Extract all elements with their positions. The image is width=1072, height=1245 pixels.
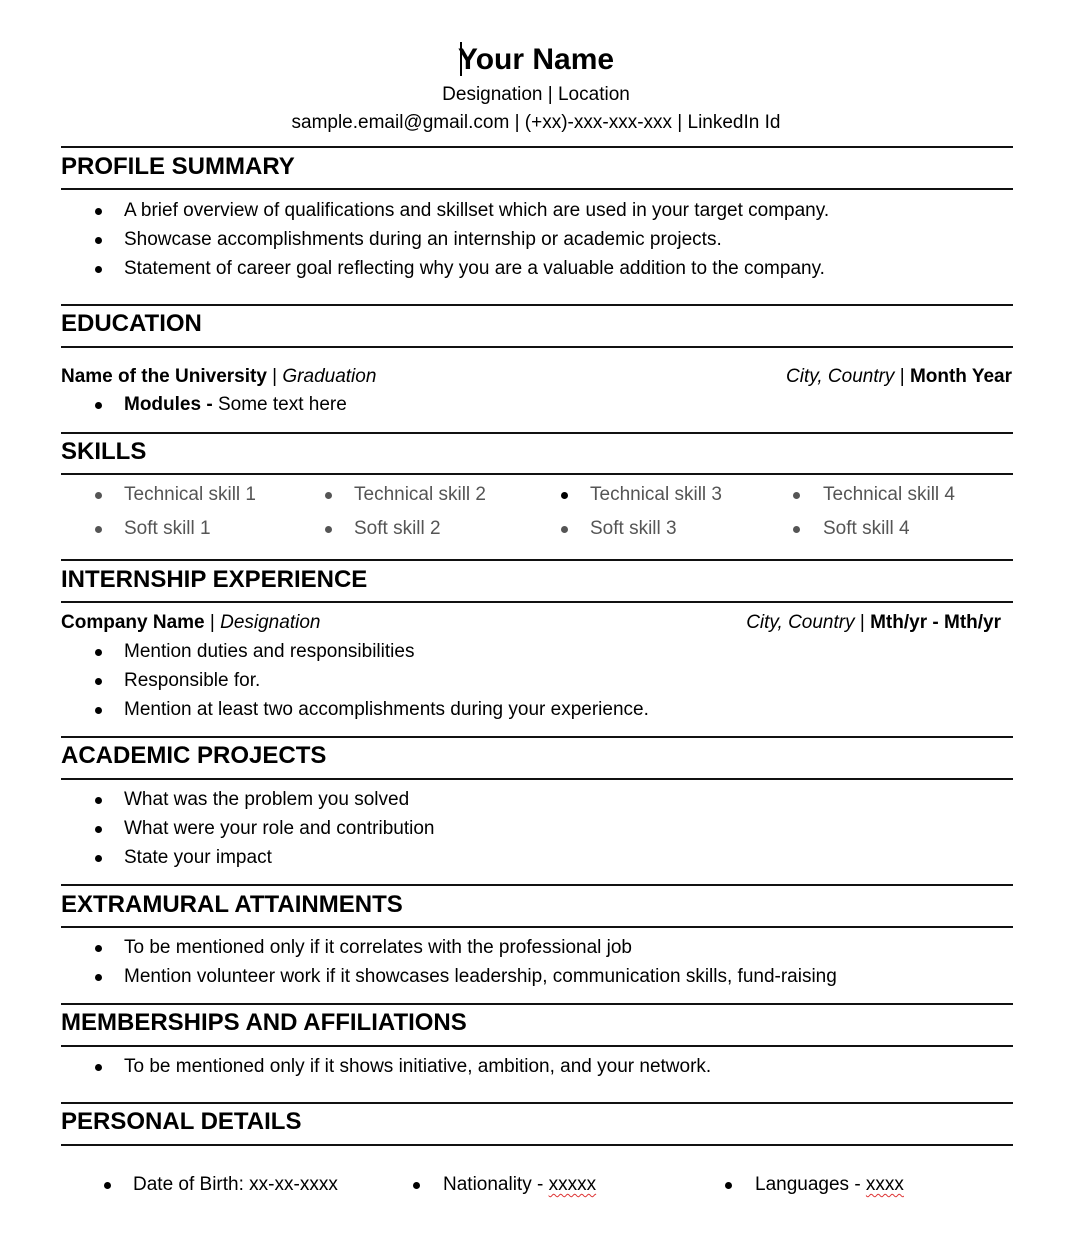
divider <box>61 601 1013 603</box>
skill-item: Technical skill 3 <box>590 484 722 505</box>
location: City, Country <box>746 612 855 633</box>
divider <box>61 432 1013 434</box>
institution: Name of the University <box>61 366 267 387</box>
nationality <box>443 1173 596 1197</box>
divider <box>61 146 1013 148</box>
bullet-icon <box>95 797 102 804</box>
bullet-icon <box>104 1182 111 1189</box>
location: City, Country <box>786 366 895 387</box>
designation-location: Designation | Location <box>442 84 630 105</box>
divider <box>61 346 1013 348</box>
list-item: What were your role and contribution <box>124 818 435 839</box>
skill-item: Soft skill 3 <box>590 518 677 539</box>
skill-item: Technical skill 2 <box>354 484 486 505</box>
separator: | <box>266 366 283 387</box>
section-heading-education: EDUCATION <box>61 310 202 337</box>
company: Company Name <box>61 612 205 633</box>
list-item: To be mentioned only if it shows initiative, ambition, and your network. <box>124 1056 712 1077</box>
bullet-icon <box>95 678 102 685</box>
skill-item: Technical skill 1 <box>124 484 256 505</box>
list-item: State your impact <box>124 847 272 868</box>
bullet-icon <box>725 1182 732 1189</box>
education-row <box>61 365 376 389</box>
separator: | <box>204 612 221 633</box>
list-item: Showcase accomplishments during an internship or academic projects. <box>124 229 722 250</box>
bullet-icon <box>95 945 102 952</box>
languages-label: Languages - <box>755 1174 866 1195</box>
list-item: What was the problem you solved <box>124 789 410 810</box>
internship-row <box>61 611 320 635</box>
bullet-icon <box>561 526 568 533</box>
date-of-birth: Date of Birth: xx-xx-xxxx <box>133 1174 338 1195</box>
list-item: Responsible for. <box>124 670 261 691</box>
languages-value: xxxx <box>865 1174 904 1195</box>
bullet-icon <box>95 266 102 273</box>
education-location-date <box>786 365 1012 389</box>
bullet-icon <box>95 492 102 499</box>
section-heading-profile: PROFILE SUMMARY <box>61 153 295 180</box>
skill-item: Soft skill 4 <box>823 518 910 539</box>
bullet-icon <box>95 826 102 833</box>
bullet-icon <box>95 1064 102 1071</box>
skill-item: Soft skill 2 <box>354 518 441 539</box>
list-item: Mention volunteer work if it showcases leadership, communication skills, fund-raising <box>124 966 837 987</box>
divider <box>61 1144 1013 1146</box>
divider <box>61 1003 1013 1005</box>
divider <box>61 884 1013 886</box>
section-heading-personal: PERSONAL DETAILS <box>61 1108 302 1135</box>
bullet-icon <box>95 526 102 533</box>
resume-name[interactable]: Your Name <box>457 43 615 76</box>
bullet-icon <box>95 855 102 862</box>
divider <box>61 304 1013 306</box>
bullet-icon <box>95 974 102 981</box>
languages <box>755 1173 904 1197</box>
list-item: Mention at least two accomplishments during your experience. <box>124 699 649 720</box>
divider <box>61 778 1013 780</box>
graduation: Graduation <box>282 366 377 387</box>
nationality-label: Nationality - <box>443 1174 549 1195</box>
separator: | <box>854 612 871 633</box>
divider <box>61 1045 1013 1047</box>
list-item: Mention duties and responsibilities <box>124 641 415 662</box>
internship-location-dates <box>746 611 1001 635</box>
section-heading-projects: ACADEMIC PROJECTS <box>61 742 327 769</box>
section-heading-internship: INTERNSHIP EXPERIENCE <box>61 566 368 593</box>
separator: | <box>894 366 910 387</box>
contact-line: sample.email@gmail.com | (+xx)-xxx-xxx-xxx | LinkedIn Id <box>291 112 781 133</box>
divider <box>61 188 1013 190</box>
skill-item: Technical skill 4 <box>823 484 955 505</box>
bullet-icon <box>95 402 102 409</box>
bullet-icon <box>325 492 332 499</box>
date: Month Year <box>909 366 1012 387</box>
bullet-icon <box>325 526 332 533</box>
section-heading-memberships: MEMBERSHIPS AND AFFILIATIONS <box>61 1009 467 1036</box>
bullet-icon <box>793 492 800 499</box>
designation: Designation <box>220 612 321 633</box>
divider <box>61 473 1013 475</box>
bullet-icon <box>95 208 102 215</box>
dates: Mth/yr - Mth/yr <box>870 612 1001 633</box>
divider <box>61 559 1013 561</box>
divider <box>61 736 1013 738</box>
bullet-icon <box>95 237 102 244</box>
bullet-icon <box>95 649 102 656</box>
section-heading-skills: SKILLS <box>61 438 147 465</box>
nationality-value: xxxxx <box>548 1174 597 1195</box>
list-item: Statement of career goal reflecting why you are a valuable addition to the company. <box>124 258 825 279</box>
bullet-icon <box>413 1182 420 1189</box>
modules-text: Some text here <box>217 394 347 415</box>
list-item: To be mentioned only if it correlates with the professional job <box>124 937 632 958</box>
bullet-icon <box>95 707 102 714</box>
list-item <box>124 393 347 417</box>
bullet-icon <box>561 492 568 499</box>
section-heading-extramural: EXTRAMURAL ATTAINMENTS <box>61 891 403 918</box>
divider <box>61 1102 1013 1104</box>
modules-label: Modules - <box>124 394 218 415</box>
divider <box>61 926 1013 928</box>
bullet-icon <box>793 526 800 533</box>
skill-item: Soft skill 1 <box>124 518 211 539</box>
list-item: A brief overview of qualifications and skillset which are used in your target company. <box>124 200 830 221</box>
